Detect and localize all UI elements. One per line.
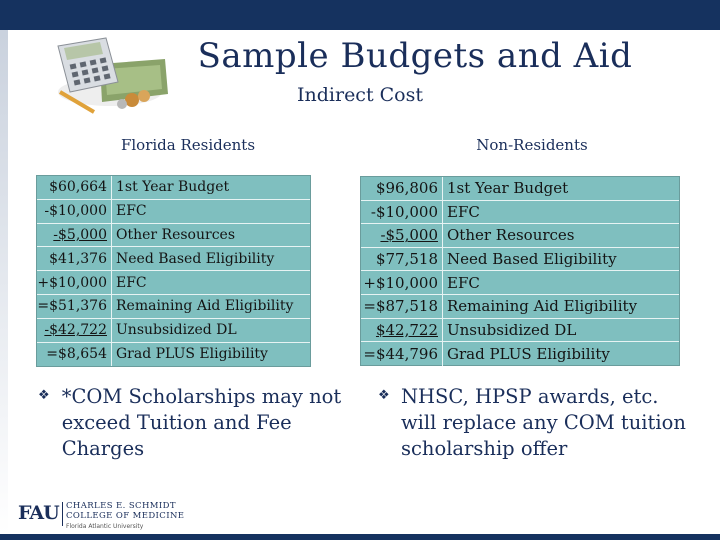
row-amount: =$87,518 [361, 295, 443, 318]
row-label: Remaining Aid Eligibility [447, 297, 638, 316]
row-amount-text: -$5,000 [380, 226, 438, 245]
bottom-banner [0, 534, 720, 540]
row-label: Need Based Eligibility [116, 250, 275, 267]
table-row [37, 271, 310, 295]
table-row [361, 224, 679, 248]
row-amount: =$44,796 [361, 342, 443, 366]
row-label: Grad PLUS Eligibility [116, 346, 268, 363]
row-amount: +$10,000 [37, 271, 112, 294]
nonresidents-budget-table [360, 176, 680, 366]
row-amount: =$51,376 [37, 295, 112, 318]
row-amount: $77,518 [361, 248, 443, 271]
slide-subtitle: Indirect Cost [297, 84, 423, 106]
left-accent-strip [0, 30, 8, 534]
table-row [361, 319, 679, 343]
table-row [361, 295, 679, 319]
row-label: Other Resources [116, 226, 236, 243]
top-banner [0, 0, 720, 30]
table-row [37, 319, 310, 343]
logo-mark: FAU [18, 502, 59, 524]
row-label: Need Based Eligibility [447, 250, 617, 269]
diamond-bullet-icon: ❖ [38, 388, 50, 403]
row-label: EFC [116, 274, 147, 291]
row-amount: $60,664 [37, 176, 112, 199]
row-amount-text: -$5,000 [53, 226, 107, 243]
nonresidents-heading: Non-Residents [476, 136, 588, 154]
row-label: Grad PLUS Eligibility [447, 344, 610, 363]
florida-budget-table [36, 175, 311, 367]
nonresidents-bullet-text: NHSC, HPSP awards, etc. will replace any COM tuition scholarship offer [400, 385, 686, 460]
table-row [361, 201, 679, 225]
logo-divider [62, 502, 63, 526]
row-amount [37, 224, 112, 247]
row-amount: $96,806 [361, 177, 443, 200]
table-row [37, 176, 310, 200]
row-amount: =$8,654 [37, 343, 112, 367]
row-amount [361, 224, 443, 247]
table-row [37, 295, 310, 319]
row-amount: -$10,000 [37, 200, 112, 223]
row-amount [361, 319, 443, 342]
logo-line-1: CHARLES E. SCHMIDT [66, 501, 176, 511]
row-label: Other Resources [447, 226, 575, 245]
row-amount: -$10,000 [361, 201, 443, 224]
table-row [37, 200, 310, 224]
table-row [361, 342, 679, 366]
row-amount: $41,376 [37, 247, 112, 270]
row-label: 1st Year Budget [447, 179, 569, 198]
row-label: Unsubsidized DL [447, 320, 577, 339]
nonresidents-bullet [378, 384, 688, 462]
florida-bullet [38, 384, 348, 462]
row-label: 1st Year Budget [116, 179, 230, 196]
row-amount-text: $42,722 [375, 320, 438, 339]
logo-line-2: COLLEGE OF MEDICINE [66, 511, 185, 521]
slide-title: Sample Budgets and Aid [197, 36, 633, 76]
table-row [361, 177, 679, 201]
row-amount [37, 319, 112, 342]
florida-heading: Florida Residents [120, 136, 256, 154]
table-row [37, 343, 310, 367]
row-label: EFC [447, 202, 480, 221]
table-row [361, 248, 679, 272]
row-label: Unsubsidized DL [116, 322, 237, 339]
table-row [37, 224, 310, 248]
row-label: EFC [116, 203, 147, 220]
row-label: EFC [447, 273, 480, 292]
row-amount-text: -$42,722 [44, 322, 107, 339]
florida-bullet-text: *COM Scholarships may not exceed Tuition and Fee Charges [61, 385, 342, 460]
row-amount: +$10,000 [361, 271, 443, 294]
logo-line-3: Florida Atlantic University [66, 523, 144, 530]
diamond-bullet-icon: ❖ [378, 388, 390, 403]
fau-logo [14, 496, 184, 536]
row-label: Remaining Aid Eligibility [116, 298, 294, 315]
table-row [37, 247, 310, 271]
table-row [361, 271, 679, 295]
